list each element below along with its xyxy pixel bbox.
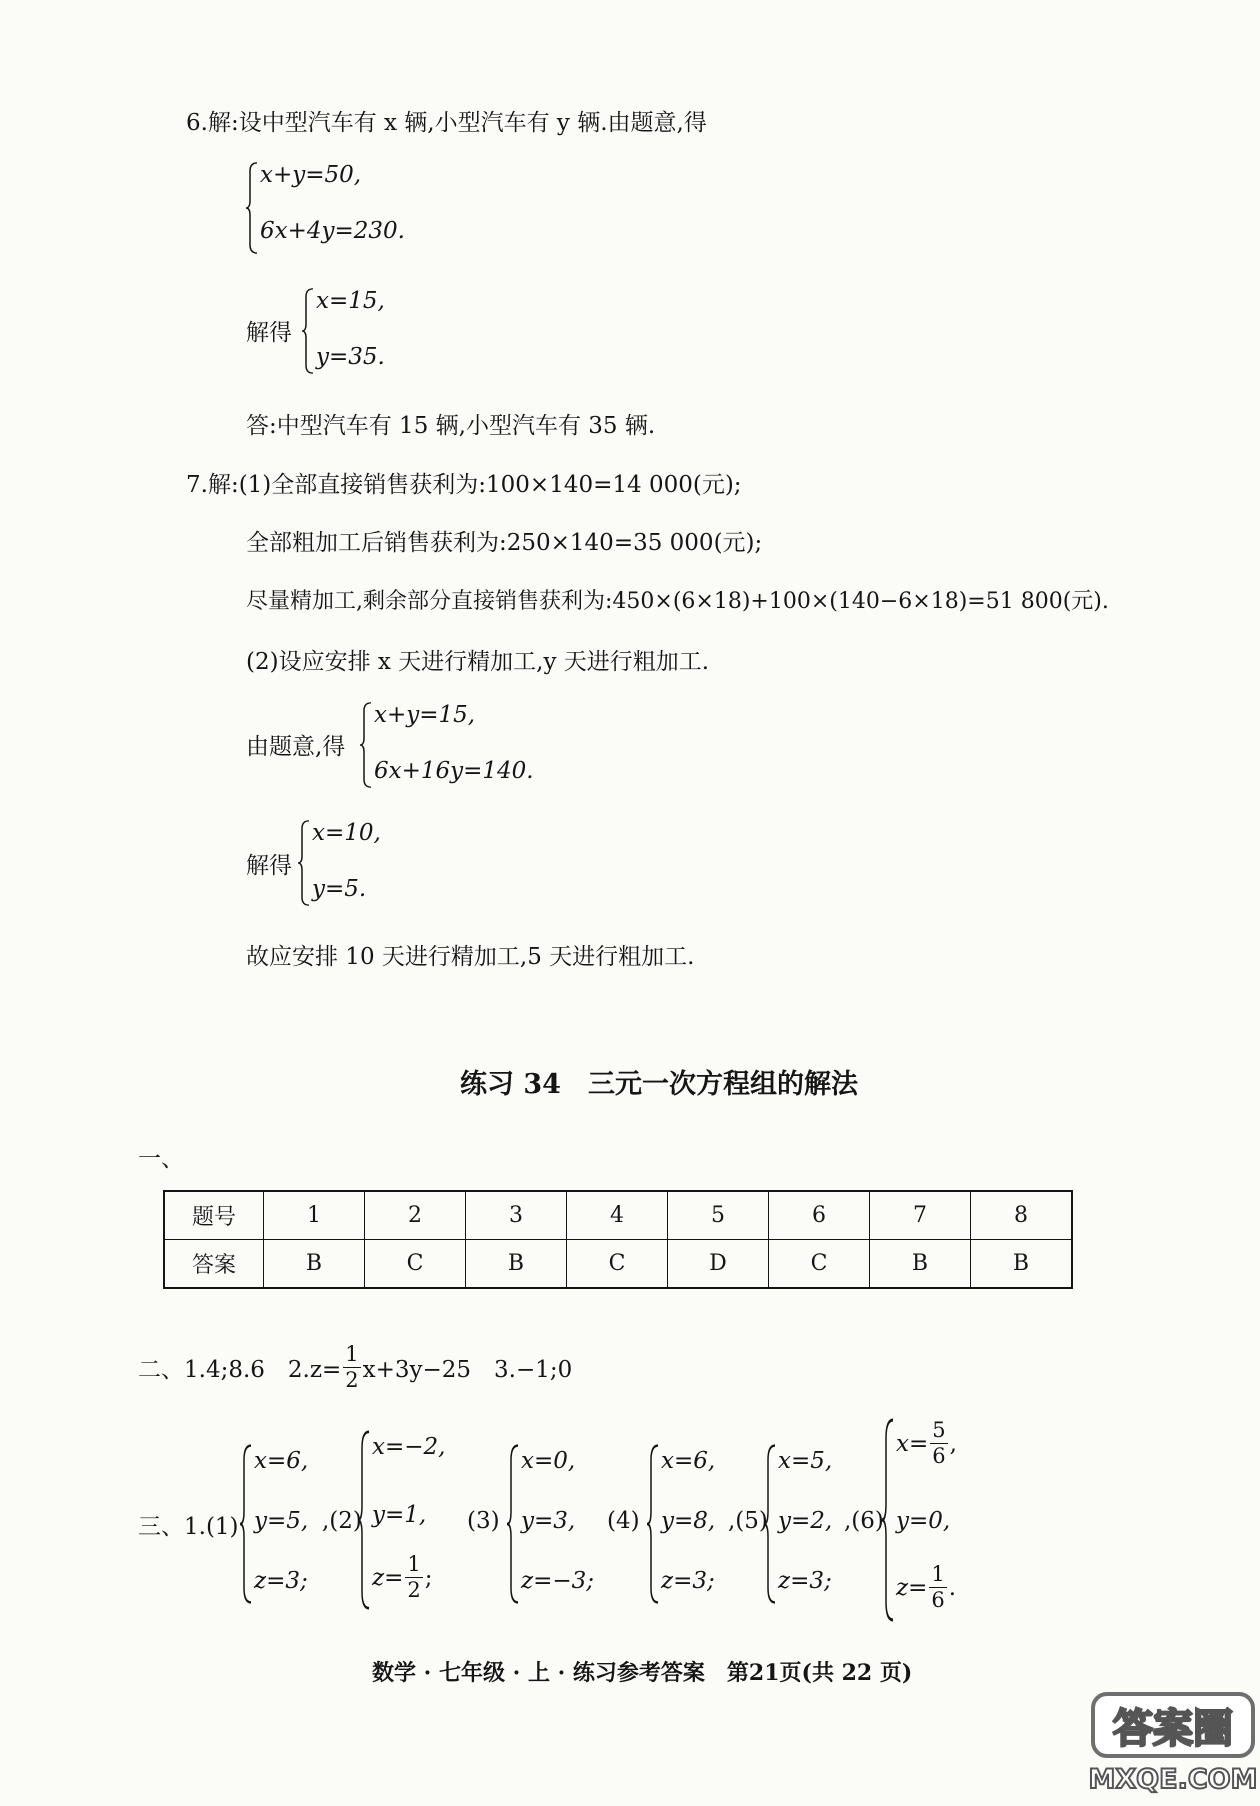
solution-z bbox=[896, 1564, 956, 1611]
table-cell: C bbox=[769, 1240, 870, 1289]
watermark-bottom-text: MXQE.COM bbox=[1088, 1764, 1258, 1795]
fraction bbox=[405, 1554, 422, 1601]
table-cell: B bbox=[264, 1240, 365, 1289]
table-cell: 8 bbox=[971, 1191, 1073, 1240]
solution-z: z=3; bbox=[254, 1568, 308, 1594]
left-brace-icon bbox=[246, 162, 258, 254]
solution-x bbox=[896, 1420, 957, 1467]
solution-system-7 bbox=[298, 820, 418, 906]
table-header-cell: 答案 bbox=[164, 1240, 264, 1289]
part-3-label-6: ,(6) bbox=[844, 1508, 884, 1534]
equation-6-1: x+y=50, bbox=[260, 162, 362, 188]
fraction-half bbox=[343, 1344, 360, 1391]
solution-7-2: y=5. bbox=[312, 876, 367, 902]
part-3-label-3: (3) bbox=[467, 1508, 500, 1534]
watermark-logo-icon bbox=[1085, 1680, 1260, 1800]
left-brace-icon bbox=[240, 1444, 252, 1604]
solution-y: y=5, bbox=[254, 1508, 309, 1534]
fraction-numerator: 5 bbox=[932, 1418, 946, 1442]
table-cell: B bbox=[971, 1240, 1073, 1289]
table-cell: 4 bbox=[567, 1191, 668, 1240]
left-brace-icon bbox=[764, 1444, 776, 1604]
left-brace-icon bbox=[298, 820, 310, 906]
solution-z: z=3; bbox=[778, 1568, 832, 1594]
solution-z: z=−3; bbox=[521, 1568, 595, 1594]
problem-7-line-1: 7.解:(1)全部直接销售获利为:100×140=14 000(元); bbox=[186, 472, 742, 498]
table-cell: 2 bbox=[365, 1191, 466, 1240]
part-2-line bbox=[138, 1344, 572, 1391]
table-cell: B bbox=[466, 1240, 567, 1289]
fraction-denominator: 2 bbox=[407, 1578, 421, 1602]
left-brace-icon bbox=[882, 1418, 894, 1622]
conclusion-7: 故应安排 10 天进行精加工,5 天进行粗加工. bbox=[246, 944, 695, 970]
fraction bbox=[929, 1564, 946, 1611]
answer-6: 答:中型汽车有 15 辆,小型汽车有 35 辆. bbox=[246, 413, 656, 439]
solution-7-1: x=10, bbox=[312, 820, 381, 846]
solution-system-3-6 bbox=[882, 1418, 992, 1622]
equation-system-6 bbox=[246, 162, 446, 254]
solution-x: x=5, bbox=[778, 1448, 833, 1474]
table-cell: C bbox=[365, 1240, 466, 1289]
fraction-denominator: 2 bbox=[345, 1368, 359, 1392]
solution-system-6 bbox=[302, 288, 422, 374]
part-2-prefix: 二、1.4;8.6 2.z= bbox=[138, 1357, 342, 1383]
table-header-cell: 题号 bbox=[164, 1191, 264, 1240]
solution-system-3-3 bbox=[507, 1444, 617, 1604]
equation-6-2: 6x+4y=230. bbox=[260, 218, 405, 244]
section-title: 练习 34 三元一次方程组的解法 bbox=[460, 1069, 858, 1100]
problem-6-intro: 6.解:设中型汽车有 x 辆,小型汽车有 y 辆.由题意,得 bbox=[186, 110, 707, 136]
table-row bbox=[164, 1240, 1072, 1289]
left-brace-icon bbox=[302, 288, 314, 374]
solution-z-suffix: . bbox=[948, 1574, 957, 1601]
solution-x-prefix: x= bbox=[896, 1430, 929, 1457]
solution-x: x=0, bbox=[521, 1448, 576, 1474]
fraction-denominator: 6 bbox=[932, 1444, 946, 1468]
left-brace-icon bbox=[360, 702, 372, 788]
fraction bbox=[930, 1420, 947, 1467]
solve-label-7: 解得 bbox=[246, 853, 292, 879]
table-cell: 6 bbox=[769, 1191, 870, 1240]
part-1-label: 一、 bbox=[138, 1146, 184, 1172]
table-cell: 3 bbox=[466, 1191, 567, 1240]
solve-label-6: 解得 bbox=[246, 320, 292, 346]
solution-y: y=0, bbox=[896, 1508, 951, 1534]
table-cell: B bbox=[870, 1240, 971, 1289]
solution-z-prefix: z= bbox=[372, 1564, 404, 1591]
part-3-label-4: (4) bbox=[607, 1508, 640, 1534]
solution-y: y=3, bbox=[521, 1508, 576, 1534]
solution-x: x=6, bbox=[254, 1448, 309, 1474]
left-brace-icon bbox=[507, 1444, 519, 1604]
table-cell: C bbox=[567, 1240, 668, 1289]
solution-y: y=2, bbox=[778, 1508, 833, 1534]
setup-label-7: 由题意,得 bbox=[246, 734, 346, 760]
solution-x: x=6, bbox=[661, 1448, 716, 1474]
solution-y: y=1, bbox=[372, 1502, 427, 1528]
equation-7-1: x+y=15, bbox=[374, 702, 476, 728]
table-row bbox=[164, 1191, 1072, 1240]
page-footer: 数学 · 七年级 · 上 · 练习参考答案 第21页(共 22 页) bbox=[372, 1660, 913, 1686]
equation-system-7 bbox=[360, 702, 560, 788]
solution-z: z=3; bbox=[661, 1568, 715, 1594]
watermark-logo bbox=[1085, 1680, 1260, 1800]
fraction-numerator: 1 bbox=[931, 1562, 945, 1586]
part-3-label-2: ,(2) bbox=[322, 1508, 362, 1534]
table-cell: 1 bbox=[264, 1191, 365, 1240]
solution-6-2: y=35. bbox=[316, 344, 385, 370]
solution-system-3-2 bbox=[358, 1430, 468, 1610]
problem-7-line-3: 尽量精加工,剩余部分直接销售获利为:450×(6×18)+100×(140−6×18)=51 800(元). bbox=[246, 589, 1109, 614]
problem-7-line-2: 全部粗加工后销售获利为:250×140=35 000(元); bbox=[246, 530, 763, 556]
equation-7-2: 6x+16y=140. bbox=[374, 758, 534, 784]
problem-7-line-4: (2)设应安排 x 天进行精加工,y 天进行粗加工. bbox=[246, 649, 710, 675]
fraction-numerator: 1 bbox=[345, 1342, 359, 1366]
solution-y: y=8, bbox=[661, 1508, 716, 1534]
fraction-denominator: 6 bbox=[931, 1588, 945, 1612]
left-brace-icon bbox=[647, 1444, 659, 1604]
part-3-label: 三、1.(1) bbox=[138, 1514, 239, 1540]
table-cell: D bbox=[668, 1240, 769, 1289]
solution-z bbox=[372, 1554, 433, 1601]
answer-table bbox=[163, 1190, 1073, 1289]
solution-x-suffix: , bbox=[949, 1430, 957, 1457]
part-2-suffix: x+3y−25 3.−1;0 bbox=[362, 1357, 573, 1383]
solution-z-suffix: ; bbox=[424, 1564, 433, 1591]
solution-x: x=−2, bbox=[372, 1434, 446, 1460]
left-brace-icon bbox=[358, 1430, 370, 1610]
solution-z-prefix: z= bbox=[896, 1574, 928, 1601]
table-cell: 7 bbox=[870, 1191, 971, 1240]
part-3-label-5: ,(5) bbox=[728, 1508, 768, 1534]
fraction-numerator: 1 bbox=[407, 1552, 421, 1576]
table-cell: 5 bbox=[668, 1191, 769, 1240]
solution-6-1: x=15, bbox=[316, 288, 385, 314]
watermark-top-text: 答案圈 bbox=[1113, 1706, 1233, 1752]
